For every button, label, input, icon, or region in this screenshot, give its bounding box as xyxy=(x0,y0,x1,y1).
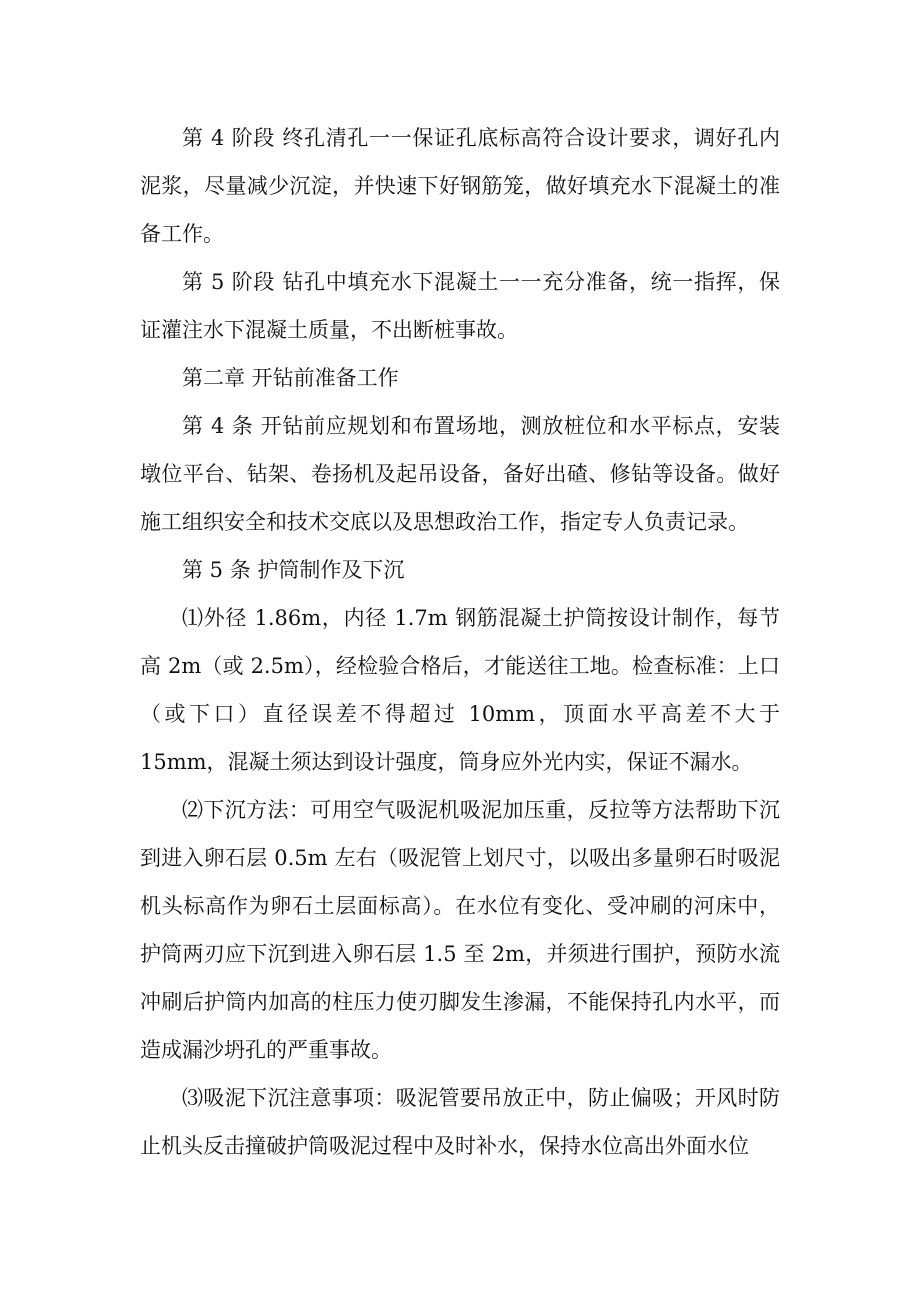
paragraph-item-2: ⑵下沉方法：可用空气吸泥机吸泥加压重，反拉等方法帮助下沉到进入卵石层 0.5m 左右（吸泥管上划尺寸，以吸出多量卵石时吸泥机头标高作为卵石土层面标高）。在水位有变化、受冲刷的河床中，护筒两刃应下沉到进入卵石层 1.5 至 2m，并须进行围护，预防水流冲刷后护筒内加高的柱压力使刃脚发生渗漏，不能保持孔内水平，而造成漏沙坍孔的严重事故。 xyxy=(140,798,780,1062)
paragraph-article-4: 第 4 条 开钻前应规划和布置场地，测放桩位和水平标点，安装墩位平台、钻架、卷扬机及起吊设备，备好出碴、修钻等设备。做好施工组织安全和技术交底以及思想政治工作，指定专人负责记录。 xyxy=(140,414,780,534)
paragraph-article-5-title: 第 5 条 护筒制作及下沉 xyxy=(182,558,405,582)
document-body xyxy=(140,114,780,1170)
paragraph-item-3: ⑶吸泥下沉注意事项：吸泥管要吊放正中，防止偏吸；开风时防止机头反击撞破护筒吸泥过程中及时补水，保持水位高出外面水位 xyxy=(140,1086,780,1158)
paragraph-item-1: ⑴外径 1.86m，内径 1.7m 钢筋混凝土护筒按设计制作，每节高 2m（或 2.5m），经检验合格后，才能送往工地。检查标准：上口（或下口）直径误差不得超过 10mm，顶面水平高差不大于 15mm，混凝土须达到设计强度，筒身应外光内实，保证不漏水。 xyxy=(140,606,780,774)
chapter-heading: 第二章 开钻前准备工作 xyxy=(182,366,399,390)
paragraph-stage-4: 第 4 阶段 终孔清孔一一保证孔底标高符合设计要求，调好孔内泥浆，尽量减少沉淀，并快速下好钢筋笼，做好填充水下混凝土的准备工作。 xyxy=(140,126,780,246)
paragraph-stage-5: 第 5 阶段 钻孔中填充水下混凝土一一充分准备，统一指挥，保证灌注水下混凝土质量，不出断桩事故。 xyxy=(140,270,780,342)
